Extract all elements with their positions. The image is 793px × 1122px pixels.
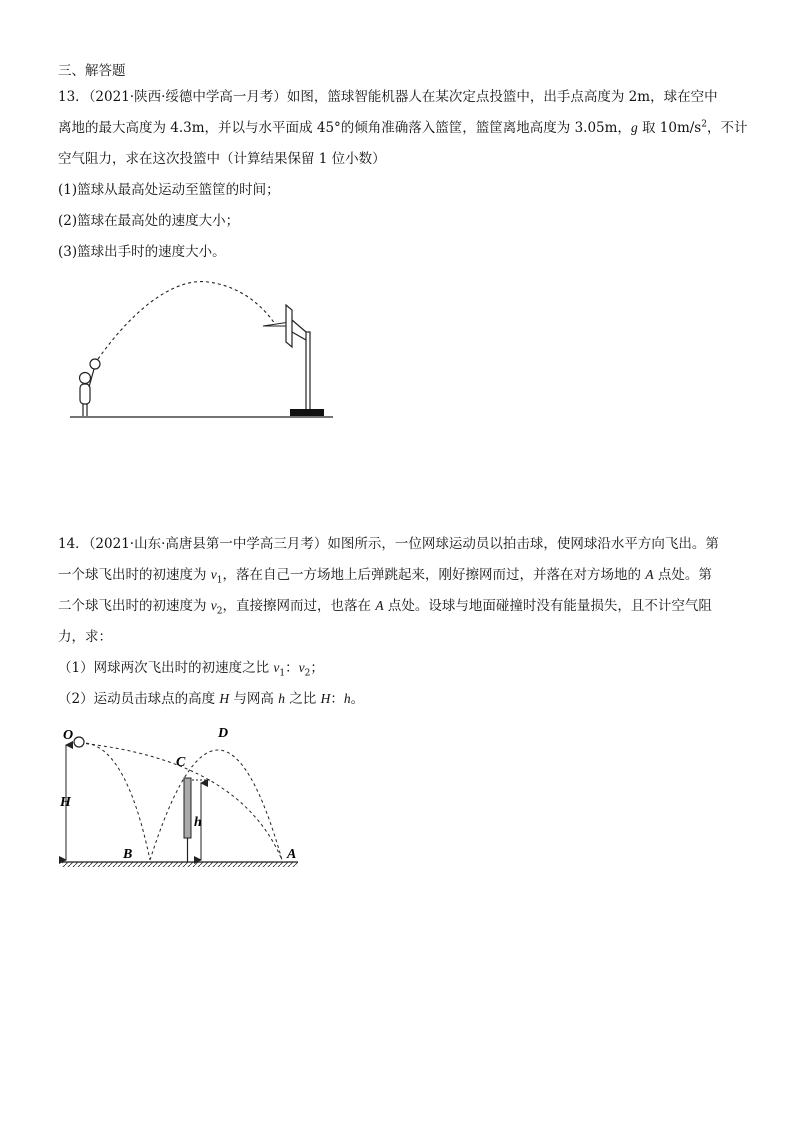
ground-hatch bbox=[62, 862, 298, 867]
first-ball-path-1 bbox=[80, 743, 150, 860]
tennis-ball bbox=[74, 737, 84, 747]
q13-line-2: 离地的最大高度为 4.3m，并以与水平面成 45°的倾角准确落入篮筐，篮筐离地高度为 3.05m，g 取 $10m/s^2$，不计 bbox=[58, 119, 748, 136]
q13-source: （2021·陕西·绥德中学高一月考） bbox=[88, 89, 287, 105]
q14-line-1: 14．（2021·山东·高唐县第一中学高三月考）如图所示，一位网球运动员以拍击球，使网球沿水平方向飞出。第 bbox=[58, 536, 719, 552]
q14-source: （2021·山东·高唐县第一中学高三月考） bbox=[88, 536, 328, 552]
section-title: 三、解答题 bbox=[58, 63, 126, 79]
q13-number: 13． bbox=[58, 89, 89, 105]
q13-line-3: 空气阻力，求在这次投篮中（计算结果保留 1 位小数） bbox=[58, 151, 386, 167]
label-B: B bbox=[123, 847, 133, 862]
label-A: A bbox=[287, 847, 297, 862]
q14-part-2: （2）运动员击球点的高度 H 与网高 h 之比 H：h。 bbox=[58, 691, 365, 707]
q14-line-4: 力，求： bbox=[58, 629, 112, 645]
net-post bbox=[184, 778, 191, 838]
q13-subquestion-1: (1)篮球从最高处运动至篮筐的时间； bbox=[58, 182, 280, 198]
label-D: D bbox=[218, 726, 229, 741]
first-ball-path-2 bbox=[150, 750, 282, 860]
q13-subquestion-2: (2)篮球在最高处的速度大小； bbox=[58, 213, 240, 229]
q14-line-2: 一个球飞出时的初速度为 $v_1$，落在自己一方场地上后弹跳起来，刚好擦网而过，并落在对方场地的 A 点处。第 bbox=[58, 567, 712, 586]
label-O: O bbox=[63, 728, 74, 743]
q14-part-1: （1）网球两次飞出时的初速度之比 $v_1$：$v_2$； bbox=[58, 660, 324, 679]
label-C: C bbox=[176, 755, 186, 770]
q13-subquestion-3: (3)篮球出手时的速度大小。 bbox=[58, 244, 226, 260]
q14-line-3: 二个球飞出时的初速度为 $v_2$，直接擦网而过，也落在 A 点处。设球与地面碰撞时没有能量损失，且不计空气阻 bbox=[58, 598, 712, 617]
q13-line-1: 13．（2021·陕西·绥德中学高一月考）如图，篮球智能机器人在某次定点投篮中，出手点高度为 2m，球在空中 bbox=[58, 89, 718, 105]
label-h: h bbox=[194, 815, 202, 830]
q14-number: 14． bbox=[58, 536, 89, 552]
label-H: H bbox=[60, 795, 71, 810]
